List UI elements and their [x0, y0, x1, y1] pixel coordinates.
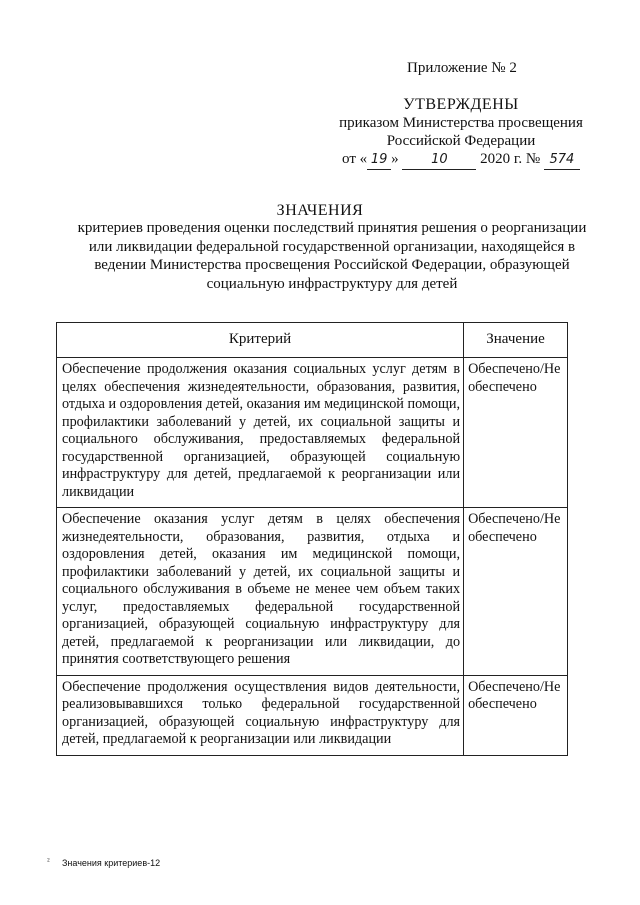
- value-cell: Обеспечено/Не обеспечено: [464, 358, 568, 508]
- date-year: 2020 г. №: [480, 151, 541, 167]
- table-row: [57, 675, 568, 755]
- criterion-cell: Обеспечение оказания услуг детям в целях обеспечения жизнедеятельности, образования, развития, отдыха и оздоровления детей, оказания им медицинской помощи, профилактики заболеваний у детей, их социальной защиты и социального обслуживания в объеме не менее чем объем таких услуг, предоставляемых федеральной государственной организацией, образующей социальную инфраструктуру для детей, предлагаемой к реорганизации или ликвидации, до принятия соответствующего решения: [57, 508, 464, 676]
- table-row: [57, 508, 568, 676]
- criteria-table: [56, 322, 568, 756]
- approval-block: [336, 96, 586, 170]
- order-line-1: приказом Министерства просвещения: [339, 115, 583, 131]
- header-criterion: Критерий: [57, 323, 464, 358]
- footer-mark: ²: [47, 856, 50, 866]
- order-number-handwritten: 574: [544, 151, 580, 170]
- criterion-cell: Обеспечение продолжения осуществления видов деятельности, реализовывавшихся только федеральной государственной организацией, образующей социальную инфраструктуру для детей, предлагаемой к реорганизации или ликвидации: [57, 675, 464, 755]
- order-line-2: Российской Федерации: [386, 133, 536, 149]
- value-cell: Обеспечено/Не обеспечено: [464, 508, 568, 676]
- document-heading: ЗНАЧЕНИЯ: [276, 202, 364, 219]
- table-header-row: [57, 323, 568, 358]
- document-subtitle: критериев проведения оценки последствий принятия решения о реорганизации или ликвидации федеральной государственной организации, находящейся в ведении Министерства просвещения Российской Федерации, образующей социальную инфраструктуру для детей: [77, 220, 587, 292]
- order-date-line: [336, 150, 586, 170]
- value-cell: Обеспечено/Не обеспечено: [464, 675, 568, 755]
- criterion-cell: Обеспечение продолжения оказания социальных услуг детям в целях обеспечения жизнедеятельности, образования, развития, отдыха и оздоровления детей, оказания им медицинской помощи, профилактики заболеваний у детей, их социальной защиты и социального обслуживания, предоставляемых федеральной государственной организацией, образующей социальную инфраструктуру для детей, предлагаемой к реорганизации или ликвидации: [57, 358, 464, 508]
- approved-title: УТВЕРЖДЕНЫ: [403, 96, 519, 113]
- date-day-handwritten: 19: [367, 151, 391, 170]
- attachment-label: Приложение № 2: [407, 60, 517, 76]
- date-prefix: от «: [342, 151, 368, 167]
- footer-text: Значения критериев-12: [62, 858, 161, 868]
- date-month-handwritten: 10: [402, 151, 476, 170]
- table-row: [57, 358, 568, 508]
- header-value: Значение: [464, 323, 568, 358]
- date-mid: »: [391, 151, 399, 167]
